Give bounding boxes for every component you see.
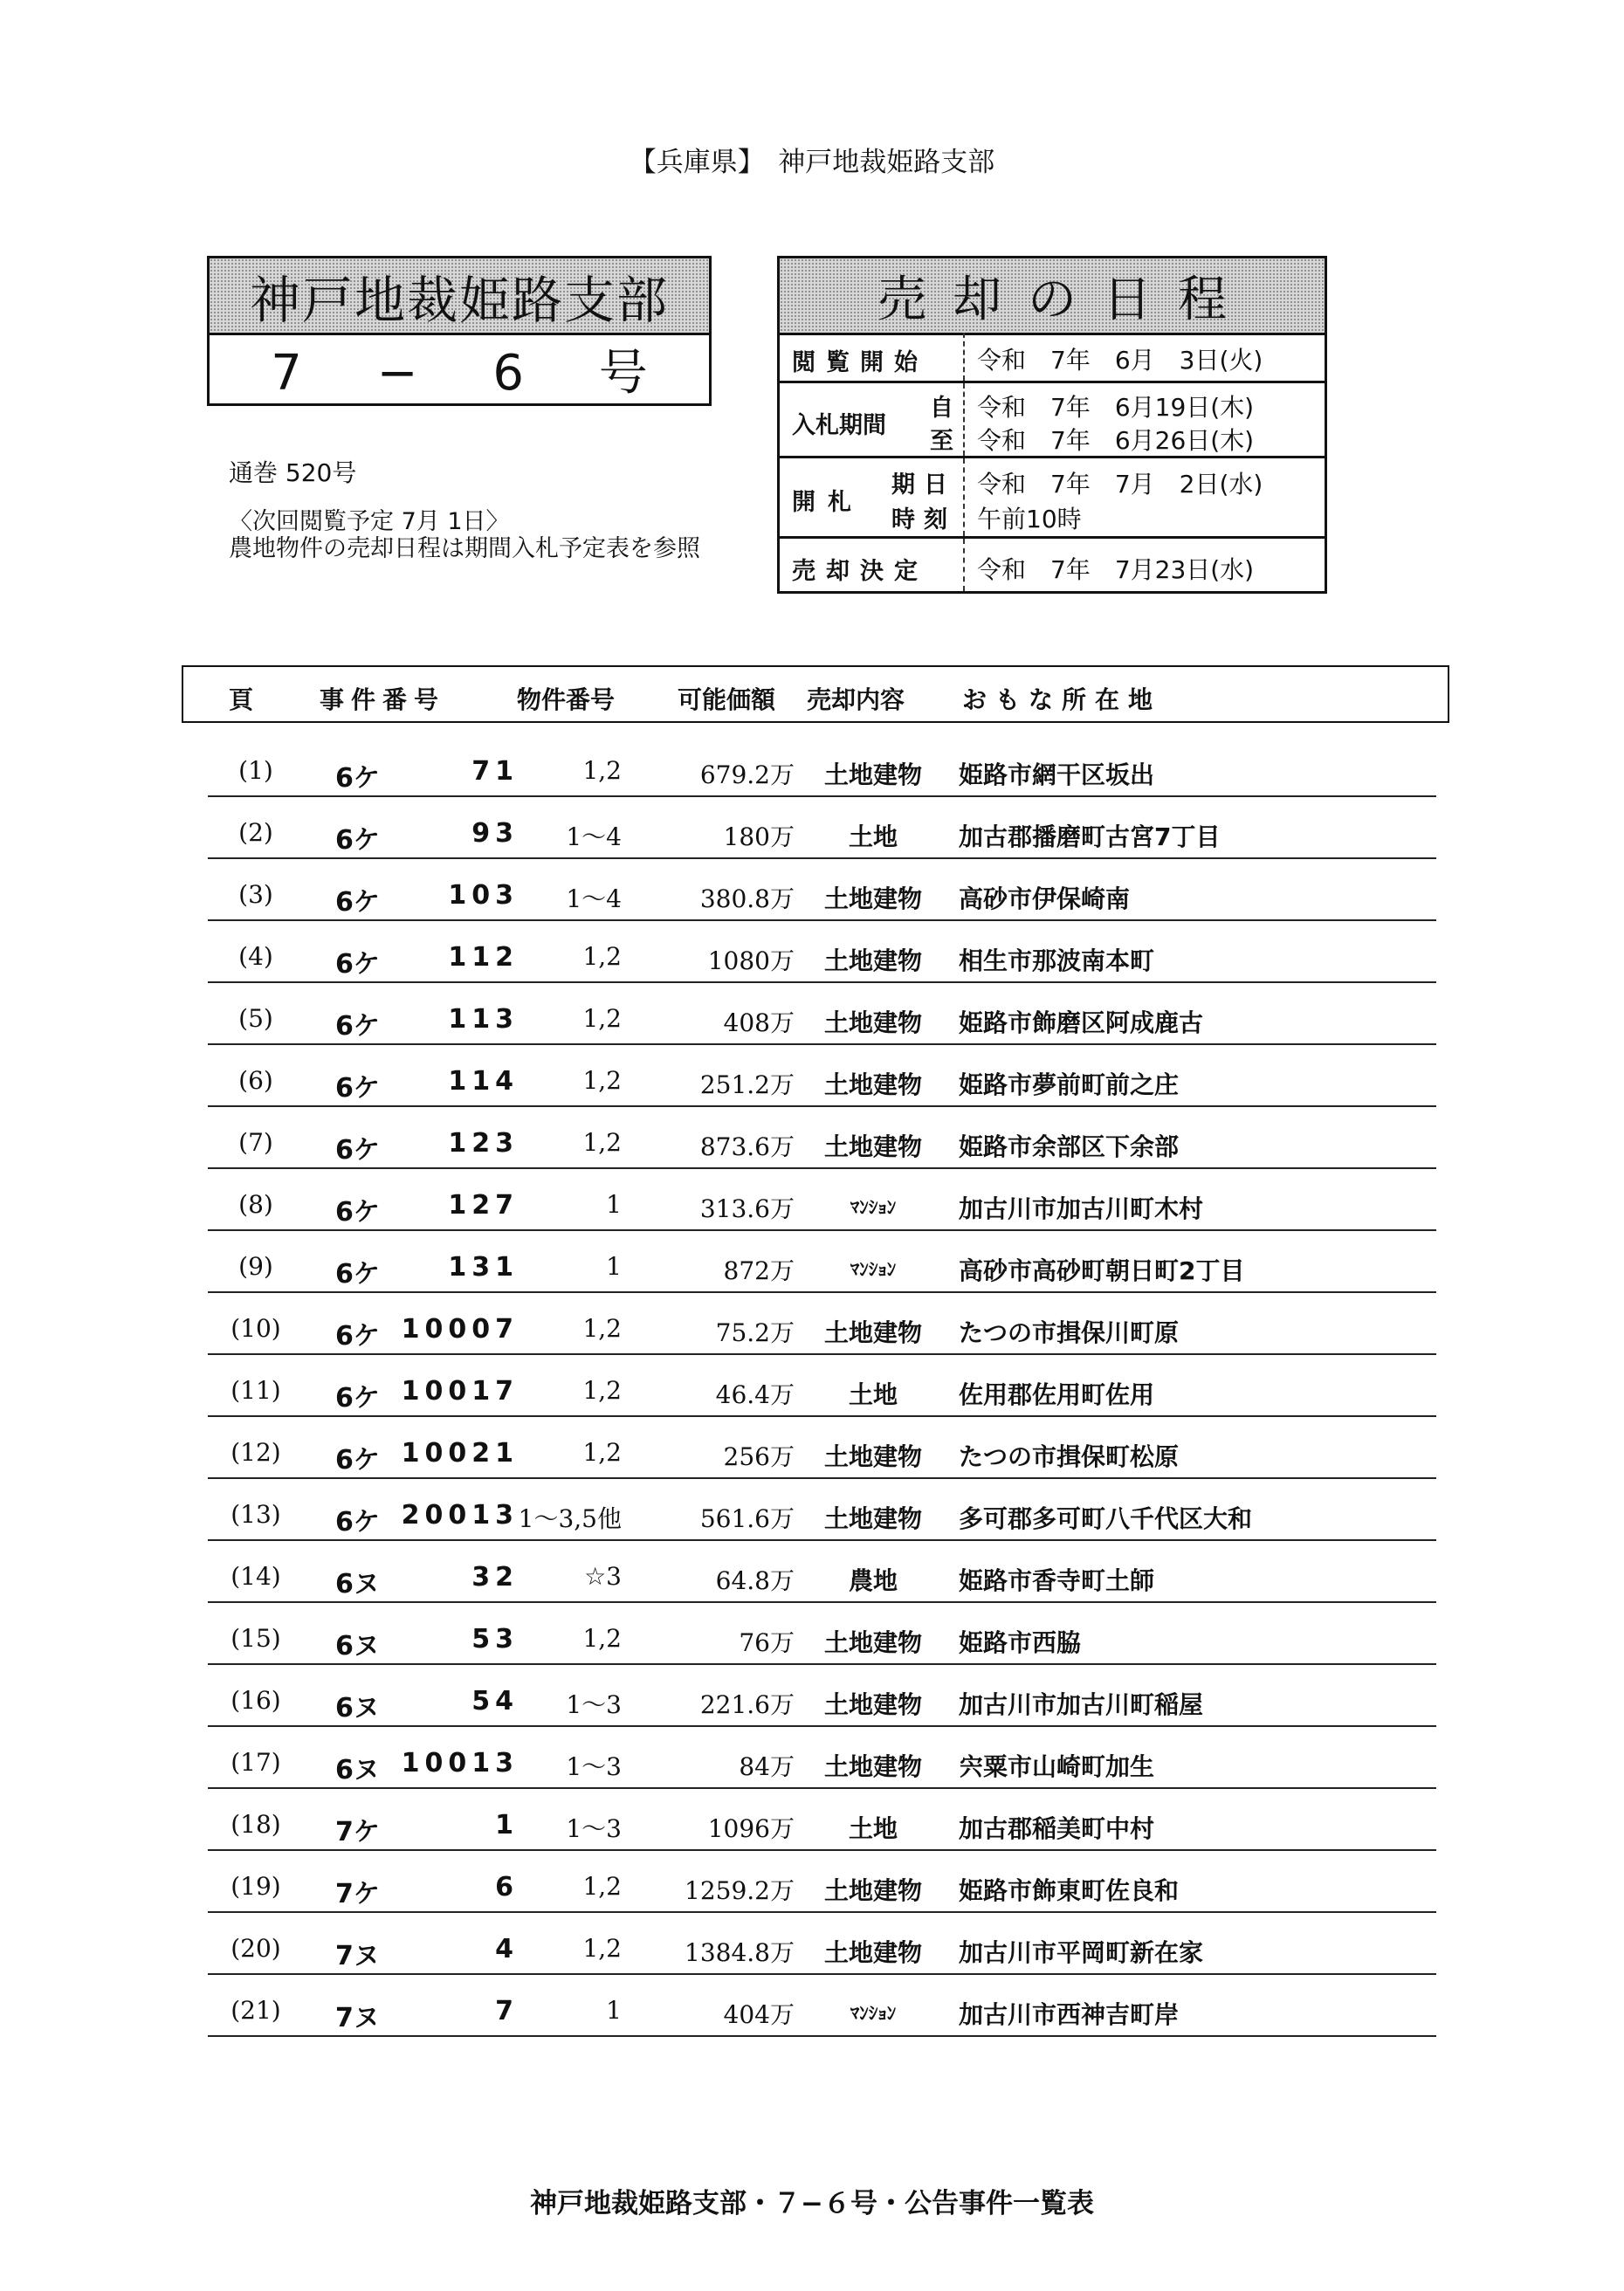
row-case-number — [335, 1686, 519, 1724]
row-case-number — [335, 1376, 519, 1414]
header-price: 可能価額 — [678, 685, 776, 714]
row-item-number: 1,2 — [582, 942, 622, 971]
schedule-row-opening — [780, 456, 1325, 536]
row-case-number — [335, 1252, 519, 1290]
row-sale-type: 土地建物 — [823, 1752, 922, 1781]
schedule-values: 令和 7年 6月 3日(火) — [963, 333, 1325, 381]
schedule-label: 閲覧開始 — [792, 349, 928, 376]
table-row — [208, 1603, 1436, 1665]
row-page: (2) — [238, 818, 273, 847]
row-case-number — [335, 756, 519, 795]
row-case-number — [335, 1066, 519, 1104]
row-price: 404万 — [723, 2000, 795, 2029]
row-item-number: 1,2 — [582, 1872, 622, 1901]
row-case-number — [335, 1934, 519, 1972]
table-row — [208, 1913, 1436, 1975]
table-row — [208, 1727, 1436, 1789]
row-page: (11) — [231, 1376, 281, 1405]
row-price: 84万 — [739, 1752, 795, 1781]
row-page: (9) — [238, 1252, 273, 1281]
table-row — [208, 1293, 1436, 1355]
row-page: (17) — [231, 1748, 281, 1777]
case-prefix: 6ケ — [335, 1073, 380, 1104]
case-prefix: 6ケ — [335, 763, 380, 794]
header-case-number: 事件番号 — [320, 685, 446, 714]
schedule-values: 令和 7年 7月23日(水) — [963, 539, 1325, 591]
case-prefix: 7ヌ — [335, 1941, 380, 1971]
row-address: 姫路市香寺町土師 — [959, 1566, 1155, 1595]
table-row — [208, 1355, 1436, 1417]
row-case-number — [335, 880, 519, 918]
row-price: 1096万 — [707, 1814, 795, 1843]
row-item-number: 1〜4 — [566, 822, 622, 851]
row-item-number: 1,2 — [582, 1004, 622, 1033]
row-price: 1384.8万 — [685, 1938, 795, 1967]
row-address: 相生市那波南本町 — [959, 946, 1155, 975]
case-prefix: 6ケ — [335, 887, 380, 918]
table-row — [208, 1231, 1436, 1293]
table-row — [208, 1107, 1436, 1169]
table-row — [208, 1169, 1436, 1231]
row-case-number — [335, 1314, 519, 1352]
header-page: 頁 — [229, 685, 254, 714]
row-price: 873.6万 — [699, 1132, 795, 1161]
row-case-number — [335, 1562, 519, 1600]
case-num: 10013 — [401, 1748, 519, 1778]
case-num: 4 — [495, 1934, 519, 1964]
row-case-number — [335, 1996, 519, 2034]
row-case-number — [335, 1872, 519, 1910]
row-page: (8) — [238, 1190, 273, 1219]
case-num: 6 — [495, 1872, 519, 1902]
case-num: 7 — [495, 1996, 519, 2026]
row-price: 75.2万 — [715, 1318, 795, 1347]
table-row — [208, 1789, 1436, 1851]
row-price: 1259.2万 — [685, 1876, 795, 1905]
schedule-row-viewing — [780, 333, 1325, 381]
case-prefix: 6ケ — [335, 1507, 380, 1538]
row-case-number — [335, 1500, 519, 1538]
row-price: 679.2万 — [699, 760, 795, 789]
row-sale-type: 土地建物 — [823, 1690, 922, 1719]
row-address: 姫路市夢前町前之庄 — [959, 1070, 1180, 1099]
issue-title-box — [207, 256, 712, 406]
header-item-number: 物件番号 — [517, 685, 616, 714]
schedule-label: 開札 期日 時刻 — [792, 471, 956, 533]
row-page: (15) — [231, 1624, 281, 1653]
row-sale-type: ﾏﾝｼｮﾝ — [850, 1259, 897, 1280]
case-num: 20013 — [401, 1500, 519, 1531]
row-sale-type: 土地建物 — [823, 946, 922, 975]
row-price: 408万 — [723, 1008, 795, 1037]
row-address: 加古川市西神吉町岸 — [959, 2000, 1180, 2029]
case-num: 112 — [448, 942, 519, 973]
row-item-number: 1,2 — [582, 1376, 622, 1405]
table-row — [208, 1665, 1436, 1727]
case-prefix: 6ケ — [335, 1321, 380, 1352]
row-page: (4) — [238, 942, 273, 971]
row-address: 加古川市加古川町稲屋 — [959, 1690, 1204, 1719]
volume-number: 通巻 520号 — [229, 458, 357, 487]
row-address: 姫路市網干区坂出 — [959, 760, 1155, 789]
case-prefix: 6ケ — [335, 1197, 380, 1228]
row-page: (19) — [231, 1872, 281, 1901]
row-sale-type: 土地建物 — [823, 1318, 922, 1347]
row-address: 多可郡多可町八千代区大和 — [959, 1504, 1253, 1533]
row-address: 姫路市西脇 — [959, 1628, 1082, 1657]
case-num: 123 — [448, 1128, 519, 1159]
case-prefix: 6ヌ — [335, 1631, 380, 1661]
row-sale-type: 土地 — [848, 1380, 898, 1409]
row-address: 加古郡稲美町中村 — [959, 1814, 1155, 1843]
row-address: 加古郡播磨町古宮7丁目 — [959, 822, 1221, 851]
row-page: (6) — [238, 1066, 273, 1095]
row-sale-type: 土地建物 — [823, 1442, 922, 1471]
row-item-number: 1 — [606, 1252, 622, 1281]
table-row — [208, 859, 1436, 921]
row-item-number: 1,2 — [582, 1066, 622, 1095]
row-price: 76万 — [739, 1628, 795, 1657]
row-price: 1080万 — [707, 946, 795, 975]
row-price: 256万 — [723, 1442, 795, 1471]
row-page: (3) — [238, 880, 273, 909]
row-item-number: 1,2 — [582, 1934, 622, 1963]
next-view-date: 〈次回閲覧予定 7月 1日〉 — [229, 508, 510, 535]
case-num: 114 — [448, 1066, 519, 1097]
case-prefix: 6ケ — [335, 949, 380, 980]
row-address: 宍粟市山崎町加生 — [959, 1752, 1155, 1781]
row-case-number — [335, 1128, 519, 1166]
table-row — [208, 1417, 1436, 1479]
case-num: 127 — [448, 1190, 519, 1221]
schedule-row-bidding — [780, 381, 1325, 456]
row-sale-type: 土地建物 — [823, 1876, 922, 1905]
row-item-number: ☆3 — [584, 1562, 622, 1591]
row-price: 380.8万 — [699, 884, 795, 913]
row-price: 64.8万 — [715, 1566, 795, 1595]
row-sale-type: 農地 — [848, 1566, 898, 1595]
row-sale-type: 土地建物 — [823, 884, 922, 913]
table-row — [208, 1975, 1436, 2037]
page-footer: 神戸地裁姫路支部・７−６号・公告事件一覧表 — [530, 2188, 1094, 2219]
row-price: 561.6万 — [699, 1504, 795, 1533]
row-page: (5) — [238, 1004, 273, 1033]
case-num: 32 — [471, 1562, 519, 1593]
case-num: 54 — [471, 1686, 519, 1717]
row-case-number — [335, 1004, 519, 1042]
case-prefix: 6ヌ — [335, 1755, 380, 1785]
page-header: 【兵庫県】 神戸地裁姫路支部 — [629, 147, 995, 178]
case-prefix: 6ケ — [335, 1445, 380, 1476]
row-page: (13) — [231, 1500, 281, 1529]
row-page: (18) — [231, 1810, 281, 1839]
header-address: おもな所在地 — [962, 685, 1162, 714]
row-sale-type: 土地建物 — [823, 1070, 922, 1099]
row-address: 佐用郡佐用町佐用 — [959, 1380, 1155, 1409]
table-row — [208, 1479, 1436, 1541]
case-prefix: 7ケ — [335, 1879, 380, 1909]
row-case-number — [335, 1810, 519, 1848]
row-case-number — [335, 942, 519, 980]
row-address: たつの市揖保川町原 — [959, 1318, 1180, 1347]
row-item-number: 1,2 — [582, 1314, 622, 1343]
row-case-number — [335, 1748, 519, 1786]
case-num: 71 — [471, 756, 519, 787]
sale-schedule-box — [777, 256, 1327, 594]
case-prefix: 7ケ — [335, 1817, 380, 1847]
case-prefix: 6ケ — [335, 1135, 380, 1166]
table-row — [208, 797, 1436, 859]
next-view-note — [229, 508, 700, 562]
row-price: 221.6万 — [699, 1690, 795, 1719]
row-sale-type: 土地 — [848, 1814, 898, 1843]
table-row — [208, 983, 1436, 1045]
row-price: 180万 — [723, 822, 795, 851]
case-num: 131 — [448, 1252, 519, 1283]
row-page: (12) — [231, 1438, 281, 1467]
row-case-number — [335, 1190, 519, 1228]
row-price: 251.2万 — [699, 1070, 795, 1099]
schedule-values: 令和 7年 7月 2日(水) 午前10時 — [963, 458, 1325, 536]
row-item-number: 1〜3,5他 — [518, 1504, 622, 1533]
row-page: (10) — [231, 1314, 281, 1343]
row-address: 加古川市平岡町新在家 — [959, 1938, 1204, 1967]
row-sale-type: 土地建物 — [823, 760, 922, 789]
row-page: (21) — [231, 1996, 281, 2025]
row-sale-type: 土地建物 — [823, 1132, 922, 1161]
row-price: 46.4万 — [715, 1380, 795, 1409]
row-sale-type: 土地建物 — [823, 1628, 922, 1657]
row-sale-type: 土地 — [848, 822, 898, 851]
header-sale-type: 売却内容 — [807, 685, 905, 714]
case-prefix: 6ヌ — [335, 1693, 380, 1723]
row-address: 姫路市余部区下余部 — [959, 1132, 1180, 1161]
row-page: (7) — [238, 1128, 273, 1157]
table-row — [208, 1045, 1436, 1107]
case-num: 93 — [471, 818, 519, 849]
schedule-label: 入札期間 自 至 — [792, 395, 953, 455]
row-page: (14) — [231, 1562, 281, 1591]
case-prefix: 7ヌ — [335, 2003, 380, 2033]
row-item-number: 1 — [606, 1190, 622, 1219]
row-sale-type: 土地建物 — [823, 1938, 922, 1967]
row-address: たつの市揖保町松原 — [959, 1442, 1180, 1471]
row-page: (1) — [238, 756, 273, 785]
case-num: 10007 — [401, 1314, 519, 1345]
row-item-number: 1,2 — [582, 756, 622, 785]
row-item-number: 1〜3 — [566, 1752, 622, 1781]
case-num: 53 — [471, 1624, 519, 1655]
row-price: 313.6万 — [699, 1194, 795, 1223]
case-num: 1 — [495, 1810, 519, 1840]
row-item-number: 1,2 — [582, 1128, 622, 1157]
row-address: 高砂市伊保崎南 — [959, 884, 1131, 913]
row-sale-type: ﾏﾝｼｮﾝ — [850, 1197, 897, 1218]
row-sale-type: 土地建物 — [823, 1504, 922, 1533]
row-item-number: 1〜3 — [566, 1814, 622, 1843]
case-num: 113 — [448, 1004, 519, 1035]
schedule-row-decision — [780, 536, 1325, 591]
row-sale-type: ﾏﾝｼｮﾝ — [850, 2003, 897, 2024]
table-row — [208, 1541, 1436, 1603]
row-sale-type: 土地建物 — [823, 1008, 922, 1037]
court-name: 神戸地裁姫路支部 — [210, 258, 709, 335]
row-item-number: 1,2 — [582, 1438, 622, 1467]
row-item-number: 1 — [606, 1996, 622, 2025]
table-header — [182, 665, 1449, 723]
case-num: 10021 — [401, 1438, 519, 1469]
case-num: 10017 — [401, 1376, 519, 1407]
table-row — [208, 921, 1436, 983]
row-item-number: 1〜3 — [566, 1690, 622, 1719]
row-item-number: 1〜4 — [566, 884, 622, 913]
row-address: 加古川市加古川町木村 — [959, 1194, 1204, 1223]
case-prefix: 6ケ — [335, 1259, 380, 1290]
case-prefix: 6ヌ — [335, 1569, 380, 1600]
case-prefix: 6ケ — [335, 825, 380, 856]
farmland-note: 農地物件の売却日程は期間入札予定表を参照 — [229, 535, 700, 562]
issue-number: 7 − 6 号 — [271, 345, 678, 402]
row-page: (16) — [231, 1686, 281, 1715]
schedule-label: 売却決定 — [792, 558, 928, 585]
row-address: 姫路市飾磨区阿成鹿古 — [959, 1008, 1204, 1037]
case-num: 103 — [448, 880, 519, 911]
row-case-number — [335, 818, 519, 857]
row-address: 高砂市高砂町朝日町2丁目 — [959, 1256, 1245, 1285]
case-prefix: 6ケ — [335, 1011, 380, 1042]
row-page: (20) — [231, 1934, 281, 1963]
row-price: 872万 — [723, 1256, 795, 1285]
schedule-title: 売却の日程 — [780, 258, 1325, 335]
row-address: 姫路市飾東町佐良和 — [959, 1876, 1180, 1905]
table-row — [208, 735, 1436, 797]
row-item-number: 1,2 — [582, 1624, 622, 1653]
row-case-number — [335, 1438, 519, 1476]
row-case-number — [335, 1624, 519, 1662]
table-row — [208, 1851, 1436, 1913]
case-prefix: 6ケ — [335, 1383, 380, 1414]
schedule-values: 令和 7年 6月19日(木) 令和 7年 6月26日(木) — [963, 383, 1325, 456]
